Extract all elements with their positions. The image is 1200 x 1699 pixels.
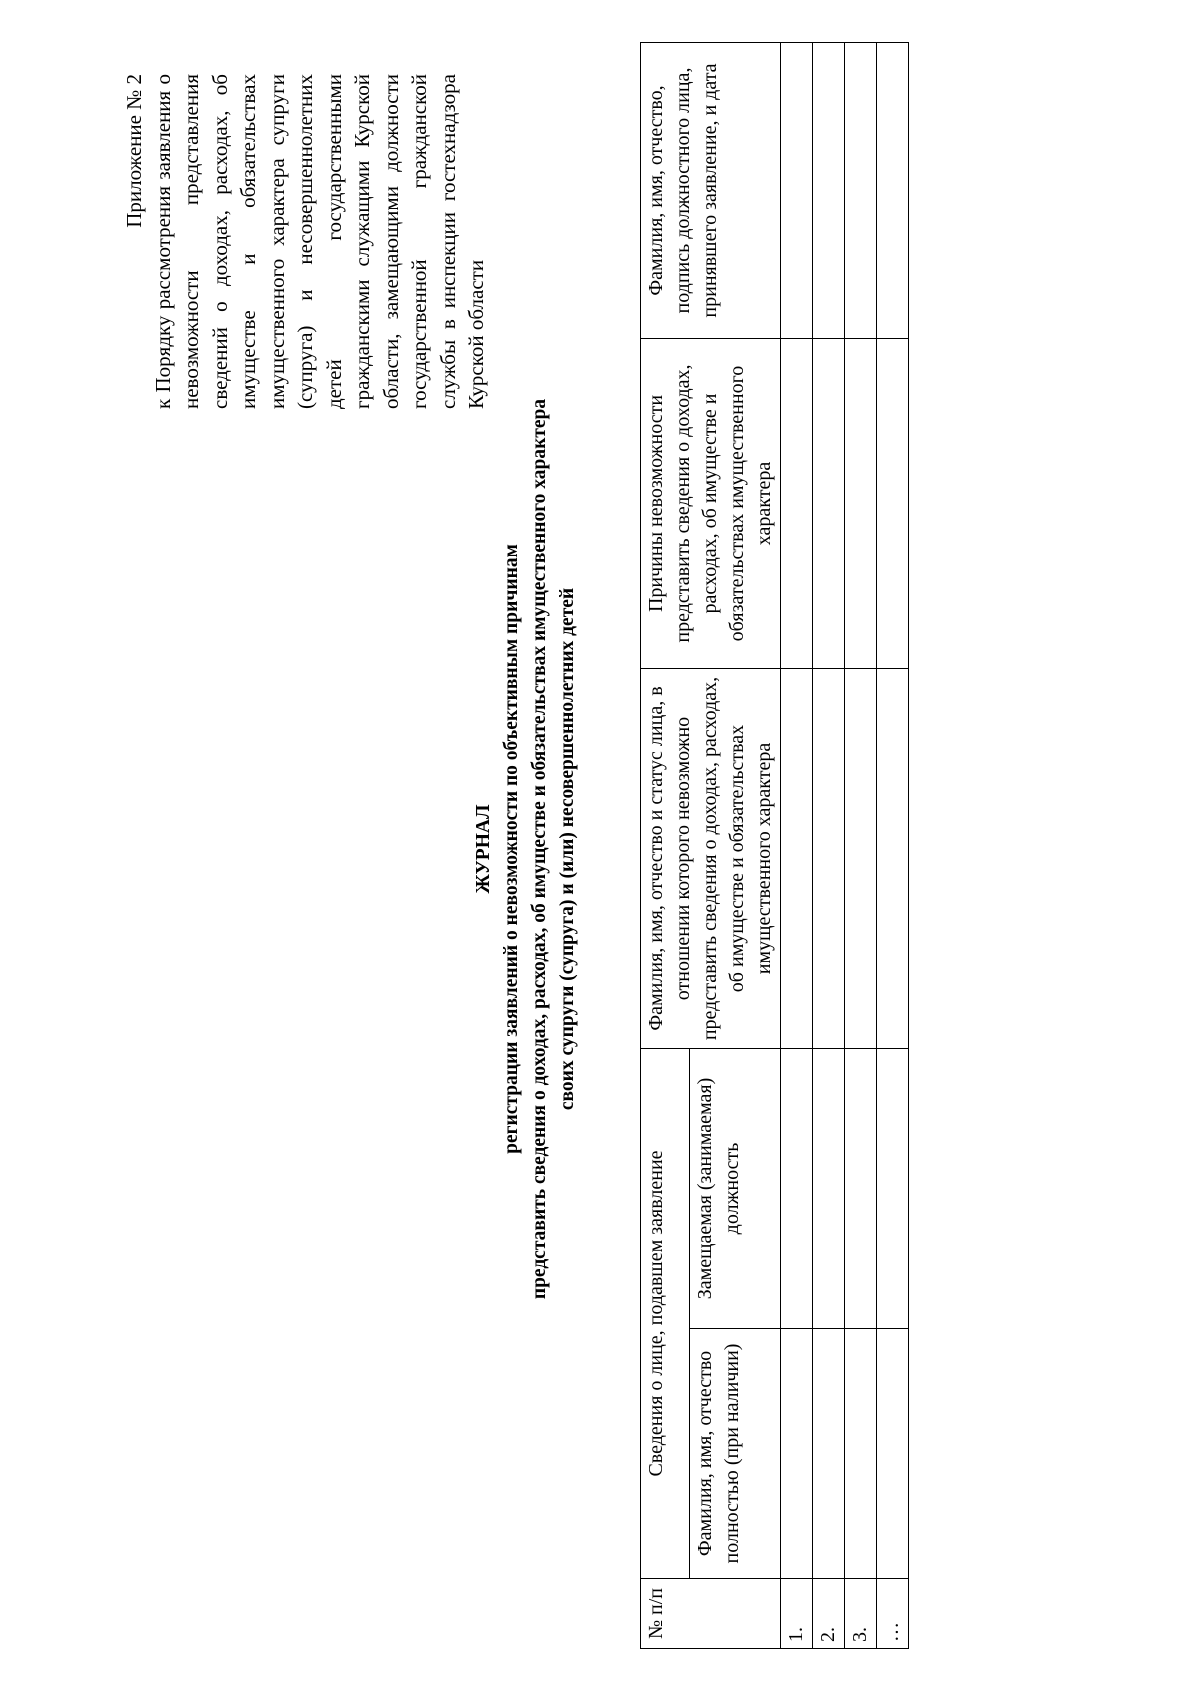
table-cell (813, 1049, 845, 1329)
table-cell (813, 669, 845, 1049)
table-cell (845, 669, 877, 1049)
journal-subtitle-line-1: регистрации заявлений о невозможности по объективным причинам (501, 544, 522, 1154)
row-number: 1. (781, 1579, 813, 1649)
header-position: Замещаемая (занимаемая) должность (690, 1049, 781, 1329)
table-cell (845, 43, 877, 339)
table-header-row (641, 43, 690, 1649)
table-cell (877, 1049, 909, 1329)
table-cell (781, 43, 813, 339)
header-full-name: Фамилия, имя, отчество полностью (при наличии) (690, 1329, 781, 1579)
appendix-block (120, 74, 491, 409)
journal-heading (470, 199, 582, 1499)
table-row (813, 43, 845, 1649)
header-official: Фамилия, имя, отчество, подпись должностного лица, принявшего заявление, и дата (641, 43, 781, 339)
table-row (877, 43, 909, 1649)
table-cell (781, 1049, 813, 1329)
header-number: № п/п (641, 1579, 781, 1649)
journal-subtitle-line-2: представить сведения о доходах, расходах, об имуществе и обязательствах имущественного характера (529, 398, 550, 1300)
header-reasons: Причины невозможности представить сведения о доходах, расходах, об имуществе и обязательствах имущественного характера (641, 339, 781, 669)
journal-subtitle-line-3: своих супруги (супруга) и (или) несовершеннолетних детей (557, 587, 578, 1111)
table-row (845, 43, 877, 1649)
table-cell (877, 669, 909, 1049)
table-cell (877, 1329, 909, 1579)
header-relative: Фамилия, имя, отчество и статус лица, в отношении которого невозможно представить сведения о доходах, расходах, об имуществе и обязательствах имущественного характера (641, 669, 781, 1049)
table-cell (845, 1329, 877, 1579)
table-cell (813, 339, 845, 669)
appendix-title: Приложение № 2 (122, 74, 146, 228)
table-cell (781, 669, 813, 1049)
table-cell (781, 1329, 813, 1579)
table-cell (845, 339, 877, 669)
row-number: 2. (813, 1579, 845, 1649)
header-applicant-info: Сведения о лице, подавшем заявление (641, 1049, 690, 1579)
table-cell (813, 1329, 845, 1579)
appendix-text: к Порядку рассмотрения заявления о невозможности представления сведений о доходах, расходах, об имуществе и обязательствах имущественного характера супруги (супруга) и несовершеннолетних детей государственными гражданскими служащими Курской области, замещающими должности государственной гражданской службы в инспекции гостехнадзора Курской области (150, 74, 488, 409)
table-cell (877, 339, 909, 669)
journal-title: ЖУРНАЛ (473, 804, 494, 894)
journal-table (640, 42, 909, 1649)
row-number: 3. (845, 1579, 877, 1649)
table-row (781, 43, 813, 1649)
table-cell (813, 43, 845, 339)
table-cell (781, 339, 813, 669)
row-number: … (877, 1579, 909, 1649)
table-cell (877, 43, 909, 339)
table-cell (845, 1049, 877, 1329)
